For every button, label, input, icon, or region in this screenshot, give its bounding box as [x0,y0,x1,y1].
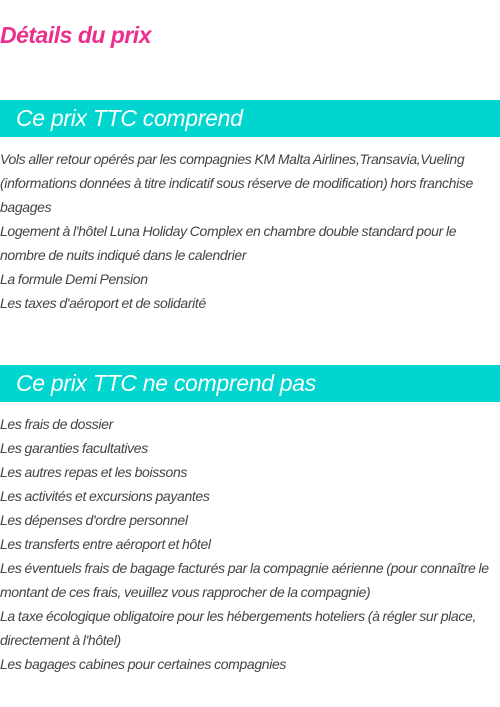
excludes-item: Les dépenses d'ordre personnel [0,512,188,528]
excludes-item: Les garanties facultatives [0,440,148,456]
includes-item: Les taxes d'aéroport et de solidarité [0,295,206,311]
page-title: Détails du prix [0,22,151,48]
excludes-item: Les transferts entre aéroport et hôtel [0,536,211,552]
excludes-item: Les autres repas et les boissons [0,464,188,480]
includes-item: La formule Demi Pension [0,271,148,287]
excludes-item: Les frais de dossier [0,416,113,432]
excludes-item: Les éventuels frais de bagage facturés par la compagnie aérienne (pour connaître le montant de ces frais, veuillez vous rapprocher de la compagnie) [0,560,489,600]
excludes-item: Les bagages cabines pour certaines compagnies [0,656,287,672]
excludes-section-header: Ce prix TTC ne comprend pas [0,365,500,402]
includes-item: Logement à l'hôtel Luna Holiday Complex en chambre double standard pour le nombre de nuits indiqué dans le calendrier [0,223,457,263]
excludes-item: Les activités et excursions payantes [0,488,210,504]
includes-section-header: Ce prix TTC comprend [0,100,500,137]
includes-item: Vols aller retour opérés par les compagnies KM Malta Airlines,Transavia,Vueling (informations données à titre indicatif sous réserve de modification) hors franchise bagages [0,151,473,215]
excludes-list [0,412,500,676]
includes-list [0,147,500,315]
excludes-item: La taxe écologique obligatoire pour les hébergements hoteliers (à régler sur place, directement à l'hôtel) [0,608,476,648]
